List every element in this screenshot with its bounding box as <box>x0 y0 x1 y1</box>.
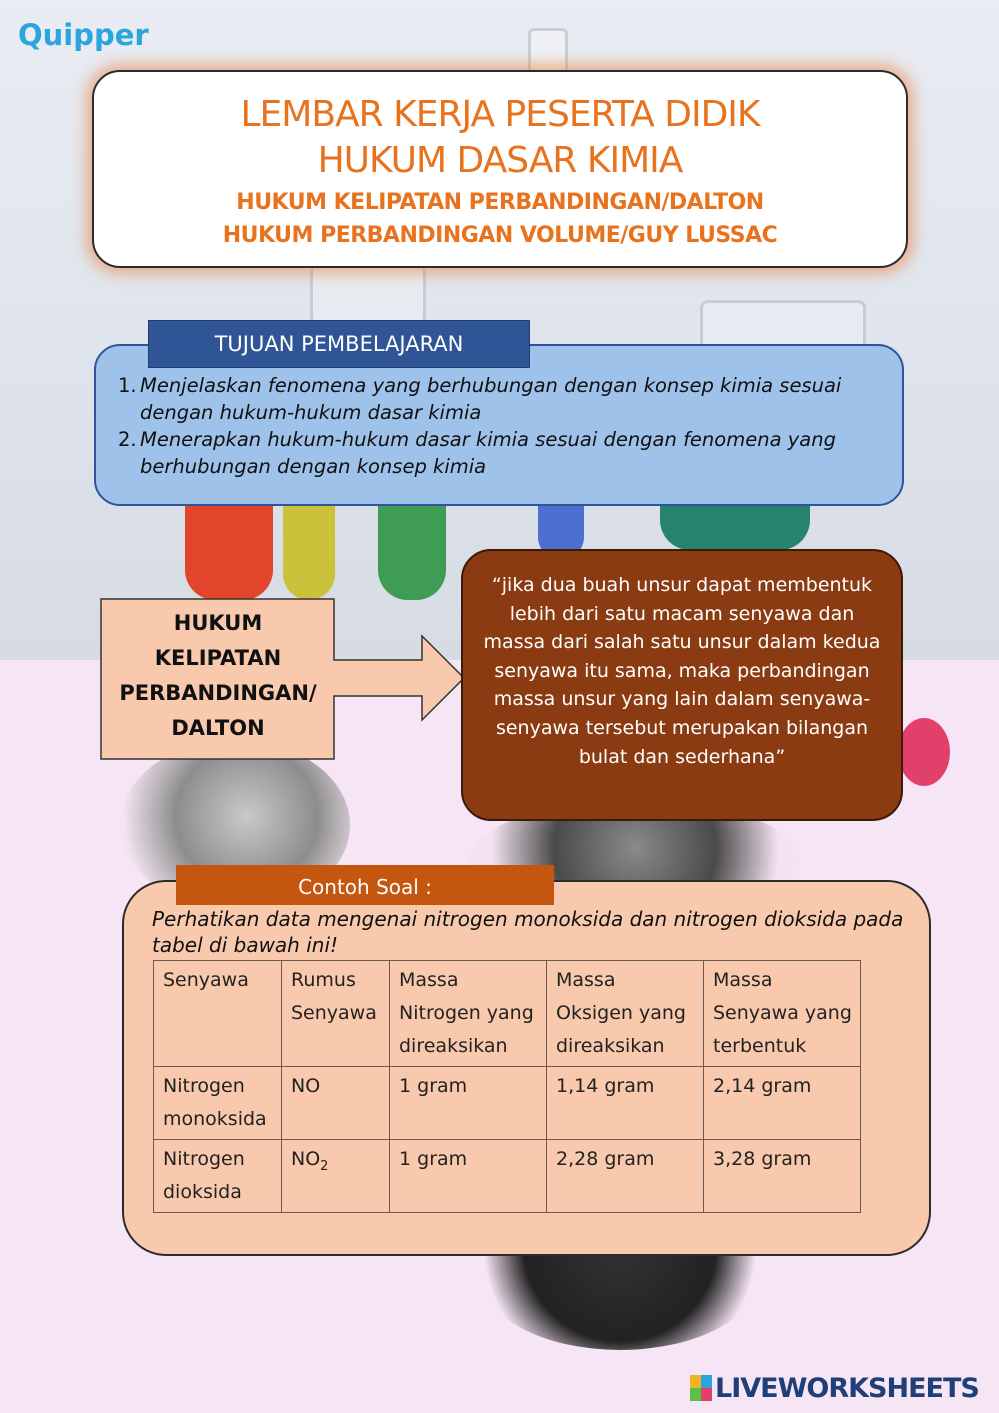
table-header-cell: Massa Senyawa yang terbentuk <box>704 961 861 1067</box>
liveworksheets-logo <box>690 1371 979 1405</box>
tujuan-label: TUJUAN PEMBELAJARAN <box>148 320 530 368</box>
decor-tube-red <box>185 500 273 600</box>
table-header-cell: Massa Oksigen yang direaksikan <box>547 961 704 1067</box>
decor-red-ball <box>898 718 950 786</box>
table-cell-massa-nitrogen: 1 gram <box>390 1067 547 1140</box>
formula-subscript: 2 <box>320 1158 329 1174</box>
law-definition-text: “jika dua buah unsur dapat membentuk lebih dari satu macam senyawa dan massa dari salah satu unsur dalam kedua senyawa itu sama, maka perbandingan massa unsur yang lain dalam senyawa-senyawa tersebut merupakan bilangan bulat dan sederhana” <box>483 574 881 768</box>
formula-text: NO <box>291 1148 321 1170</box>
table-cell-massa-senyawa: 3,28 gram <box>704 1140 861 1213</box>
decor-tube-teal <box>660 500 810 550</box>
contoh-soal-box <box>122 880 931 1256</box>
formula-text: NO <box>291 1075 321 1097</box>
tujuan-item <box>118 372 888 426</box>
page-title-line1: LEMBAR KERJA PESERTA DIDIK <box>240 94 760 135</box>
page-subtitle-line2: HUKUM PERBANDINGAN VOLUME/GUY LUSSAC <box>222 223 778 248</box>
table-cell-senyawa: Nitrogen monoksida <box>154 1067 282 1140</box>
law-name-line: DALTON <box>171 716 265 740</box>
table-header-row <box>154 961 861 1067</box>
decor-tube-green <box>378 500 446 600</box>
table-row <box>154 1067 861 1140</box>
tujuan-box <box>94 344 904 506</box>
decor-flask <box>310 262 426 328</box>
tujuan-list <box>118 372 888 480</box>
title-box <box>92 70 908 268</box>
table-cell-massa-nitrogen: 1 gram <box>390 1140 547 1213</box>
liveworksheets-icon <box>690 1375 712 1401</box>
table-cell-rumus <box>282 1067 390 1140</box>
table-cell-massa-oksigen: 1,14 gram <box>547 1067 704 1140</box>
data-table <box>153 960 861 1213</box>
law-name-line: KELIPATAN <box>154 646 282 670</box>
table-header-cell: Rumus Senyawa <box>282 961 390 1067</box>
decor-tube-yellow <box>283 500 335 600</box>
table-cell-senyawa: Nitrogen dioksida <box>154 1140 282 1213</box>
page-title-line2: HUKUM DASAR KIMIA <box>317 140 683 181</box>
law-name-arrow <box>100 598 466 760</box>
law-definition-box <box>461 549 903 821</box>
liveworksheets-text: LIVEWORKSHEETS <box>715 1372 979 1404</box>
decor-flask-neck <box>528 28 568 76</box>
tujuan-item <box>118 426 888 480</box>
quipper-logo: Quipper <box>18 18 149 52</box>
table-row <box>154 1140 861 1213</box>
table-cell-massa-oksigen: 2,28 gram <box>547 1140 704 1213</box>
table-cell-rumus <box>282 1140 390 1213</box>
tujuan-item-number: 2. <box>118 428 137 451</box>
contoh-soal-label: Contoh Soal : <box>176 865 554 905</box>
tujuan-item-text: Menjelaskan fenomena yang berhubungan dengan konsep kimia sesuai dengan hukum-hukum dasar kimia <box>140 374 842 424</box>
law-name-line: PERBANDINGAN/ <box>119 681 317 705</box>
table-header-cell: Senyawa <box>154 961 282 1067</box>
table-cell-massa-senyawa: 2,14 gram <box>704 1067 861 1140</box>
tujuan-item-text: Menerapkan hukum-hukum dasar kimia sesuai dengan fenomena yang berhubungan dengan konsep kimia <box>140 428 836 478</box>
contoh-soal-intro: Perhatikan data mengenai nitrogen monoksida dan nitrogen dioksida pada tabel di bawah ini! <box>152 907 904 957</box>
tujuan-item-number: 1. <box>118 374 137 397</box>
law-name <box>106 606 330 746</box>
page-subtitle-line1: HUKUM KELIPATAN PERBANDINGAN/DALTON <box>236 190 764 215</box>
law-name-line: HUKUM <box>173 611 263 635</box>
table-header-cell: Massa Nitrogen yang direaksikan <box>390 961 547 1067</box>
